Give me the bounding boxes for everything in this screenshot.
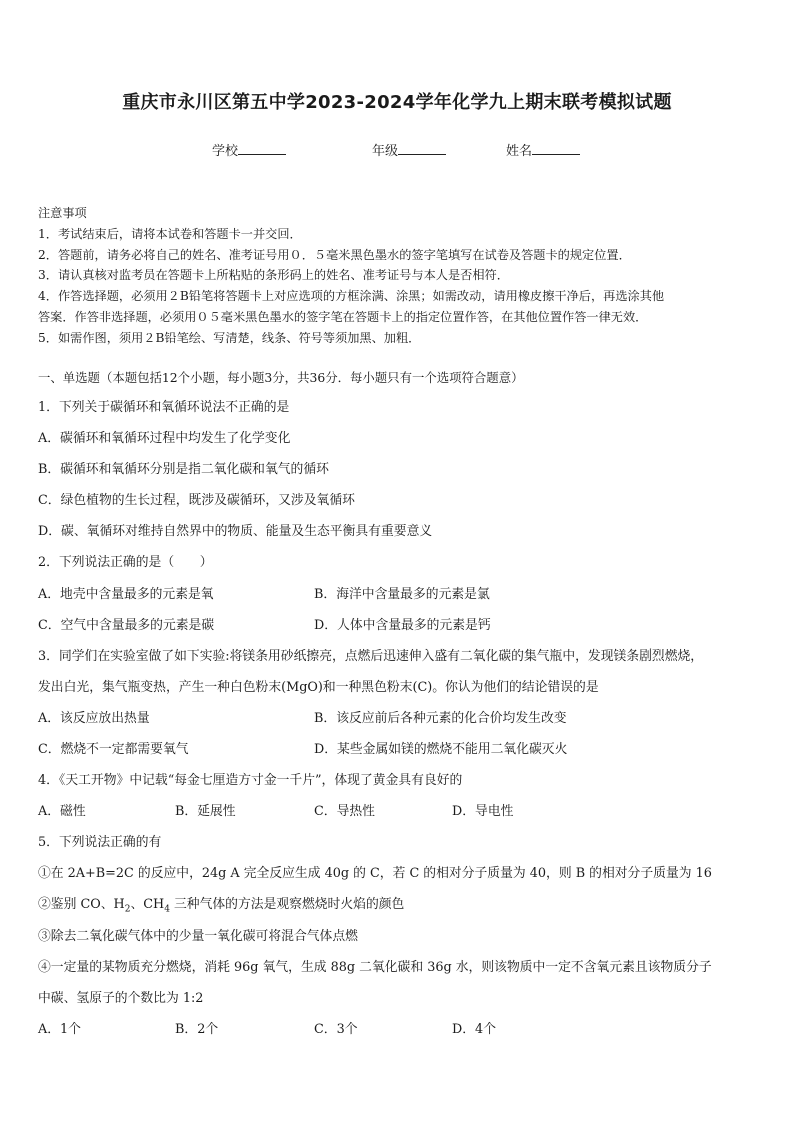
question-5-statement-1: ①在 2A+B=2C 的反应中，24g A 完全反应生成 40g 的 C，若 C 的相对分子质量为 40，则 B 的相对分子质量为 16 [38,866,712,881]
notes-item: 答案．作答非选择题，必须用０５毫米黑色墨水的签字笔在答题卡上的指定位置作答，在其他位置作答一律无效． [38,309,648,324]
question-5-option-a: A．1个 [38,1022,81,1037]
notes-item: 2．答题前，请务必将自己的姓名、准考证号用０．５毫米黑色墨水的签字笔填写在试卷及答题卡的规定位置． [38,247,631,262]
grade-label: 年级 [372,144,399,159]
notes-block [38,203,760,349]
question-4-option-d: D．导电性 [452,804,514,819]
question-1-option-b: B．碳循环和氧循环分别是指二氧化碳和氧气的循环 [38,462,329,477]
grade-field [372,140,446,159]
statement-2-text-pre: ②鉴别 CO、H [38,897,125,912]
question-3-stem-line-2: 发出白光，集气瓶变热，产生一种白色粉末(MgO)和一种黑色粉末(C)。你认为他们的结论错误的是 [38,680,599,695]
question-1-option-d: D．碳、氧循环对维持自然界中的物质、能量及生态平衡具有重要意义 [38,524,433,539]
question-4-option-c: C．导热性 [314,804,375,819]
question-5-statement-2 [38,893,404,915]
question-1-option-c: C．绿色植物的生长过程，既涉及碳循环，又涉及氧循环 [38,493,355,508]
school-label: 学校 [212,144,239,159]
question-2-option-b: B．海洋中含量最多的元素是氯 [314,587,490,602]
statement-2-text-post: 三种气体的方法是观察燃烧时火焰的颜色 [169,897,405,912]
statement-2-text-mid: 、CH [130,897,165,912]
school-field [212,140,286,159]
question-5-statement-3: ③除去二氧化碳气体中的少量一氧化碳可将混合气体点燃 [38,929,358,944]
question-5-option-d: D．4个 [452,1022,496,1037]
name-field [506,140,580,159]
question-2-option-c: C．空气中含量最多的元素是碳 [38,618,215,633]
question-4-option-b: B．延展性 [175,804,236,819]
notes-item: 4．作答选择题，必须用２B铅笔将答题卡上对应选项的方框涂满、涂黑；如需改动，请用橡皮擦干净后，再选涂其他 [38,289,665,304]
question-5-statement-4-line-1: ④一定量的某物质充分燃烧，消耗 96g 氧气，生成 88g 二氧化碳和 36g 水，则该物质中一定不含氧元素且该物质分子 [38,960,712,975]
question-3-option-c: C．燃烧不一定都需要氧气 [38,742,189,757]
h2-subscript: 2 [124,904,131,915]
ch4-subscript: 4 [164,904,170,915]
question-1-stem: 1．下列关于碳循环和氧循环说法不正确的是 [38,400,290,415]
question-5-option-c: C．3个 [314,1022,358,1037]
question-2-option-d: D．人体中含量最多的元素是钙 [314,618,491,633]
question-3-option-b: B．该反应前后各种元素的化合价均发生改变 [314,711,567,726]
question-3-stem-line-1: 3．同学们在实验室做了如下实验:将镁条用砂纸擦亮，点燃后迅速伸入盛有二氧化碳的集气瓶中，发现镁条剧烈燃烧， [38,649,704,664]
question-4-stem: 4．《天工开物》中记载“每金七厘造方寸金一千片”，体现了黄金具有良好的 [38,773,463,788]
question-5-statement-4-line-2: 中碳、氢原子的个数比为 1:2 [38,991,204,1006]
section-heading: 一、单选题（本题包括12个小题，每小题3分，共36分．每小题只有一个选项符合题意） [38,370,524,385]
question-1-option-a: A．碳循环和氧循环过程中均发生了化学变化 [38,431,291,446]
name-blank [532,142,580,155]
school-blank [238,142,286,155]
question-2-option-a: A．地壳中含量最多的元素是氧 [38,587,214,602]
page-title: 重庆市永川区第五中学2023-2024学年化学九上期末联考模拟试题 [122,92,672,113]
name-label: 姓名 [506,144,533,159]
question-3-option-a: A．该反应放出热量 [38,711,150,726]
question-2-stem: 2．下列说法正确的是（ ） [38,555,213,570]
notes-heading: 注意事项 [38,206,87,220]
notes-item: 1．考试结束后，请将本试卷和答题卡一并交回． [38,226,302,241]
question-5-option-b: B．2个 [175,1022,219,1037]
question-4-option-a: A．磁性 [38,804,86,819]
notes-item: 3．请认真核对监考员在答题卡上所粘贴的条形码上的姓名、准考证号与本人是否相符． [38,268,509,283]
notes-item: 5．如需作图，须用２B铅笔绘、写清楚，线条、符号等须加黑、加粗． [38,330,421,345]
grade-blank [398,142,446,155]
question-5-stem: 5．下列说法正确的有 [38,835,162,850]
question-3-option-d: D．某些金属如镁的燃烧不能用二氧化碳灭火 [314,742,568,757]
